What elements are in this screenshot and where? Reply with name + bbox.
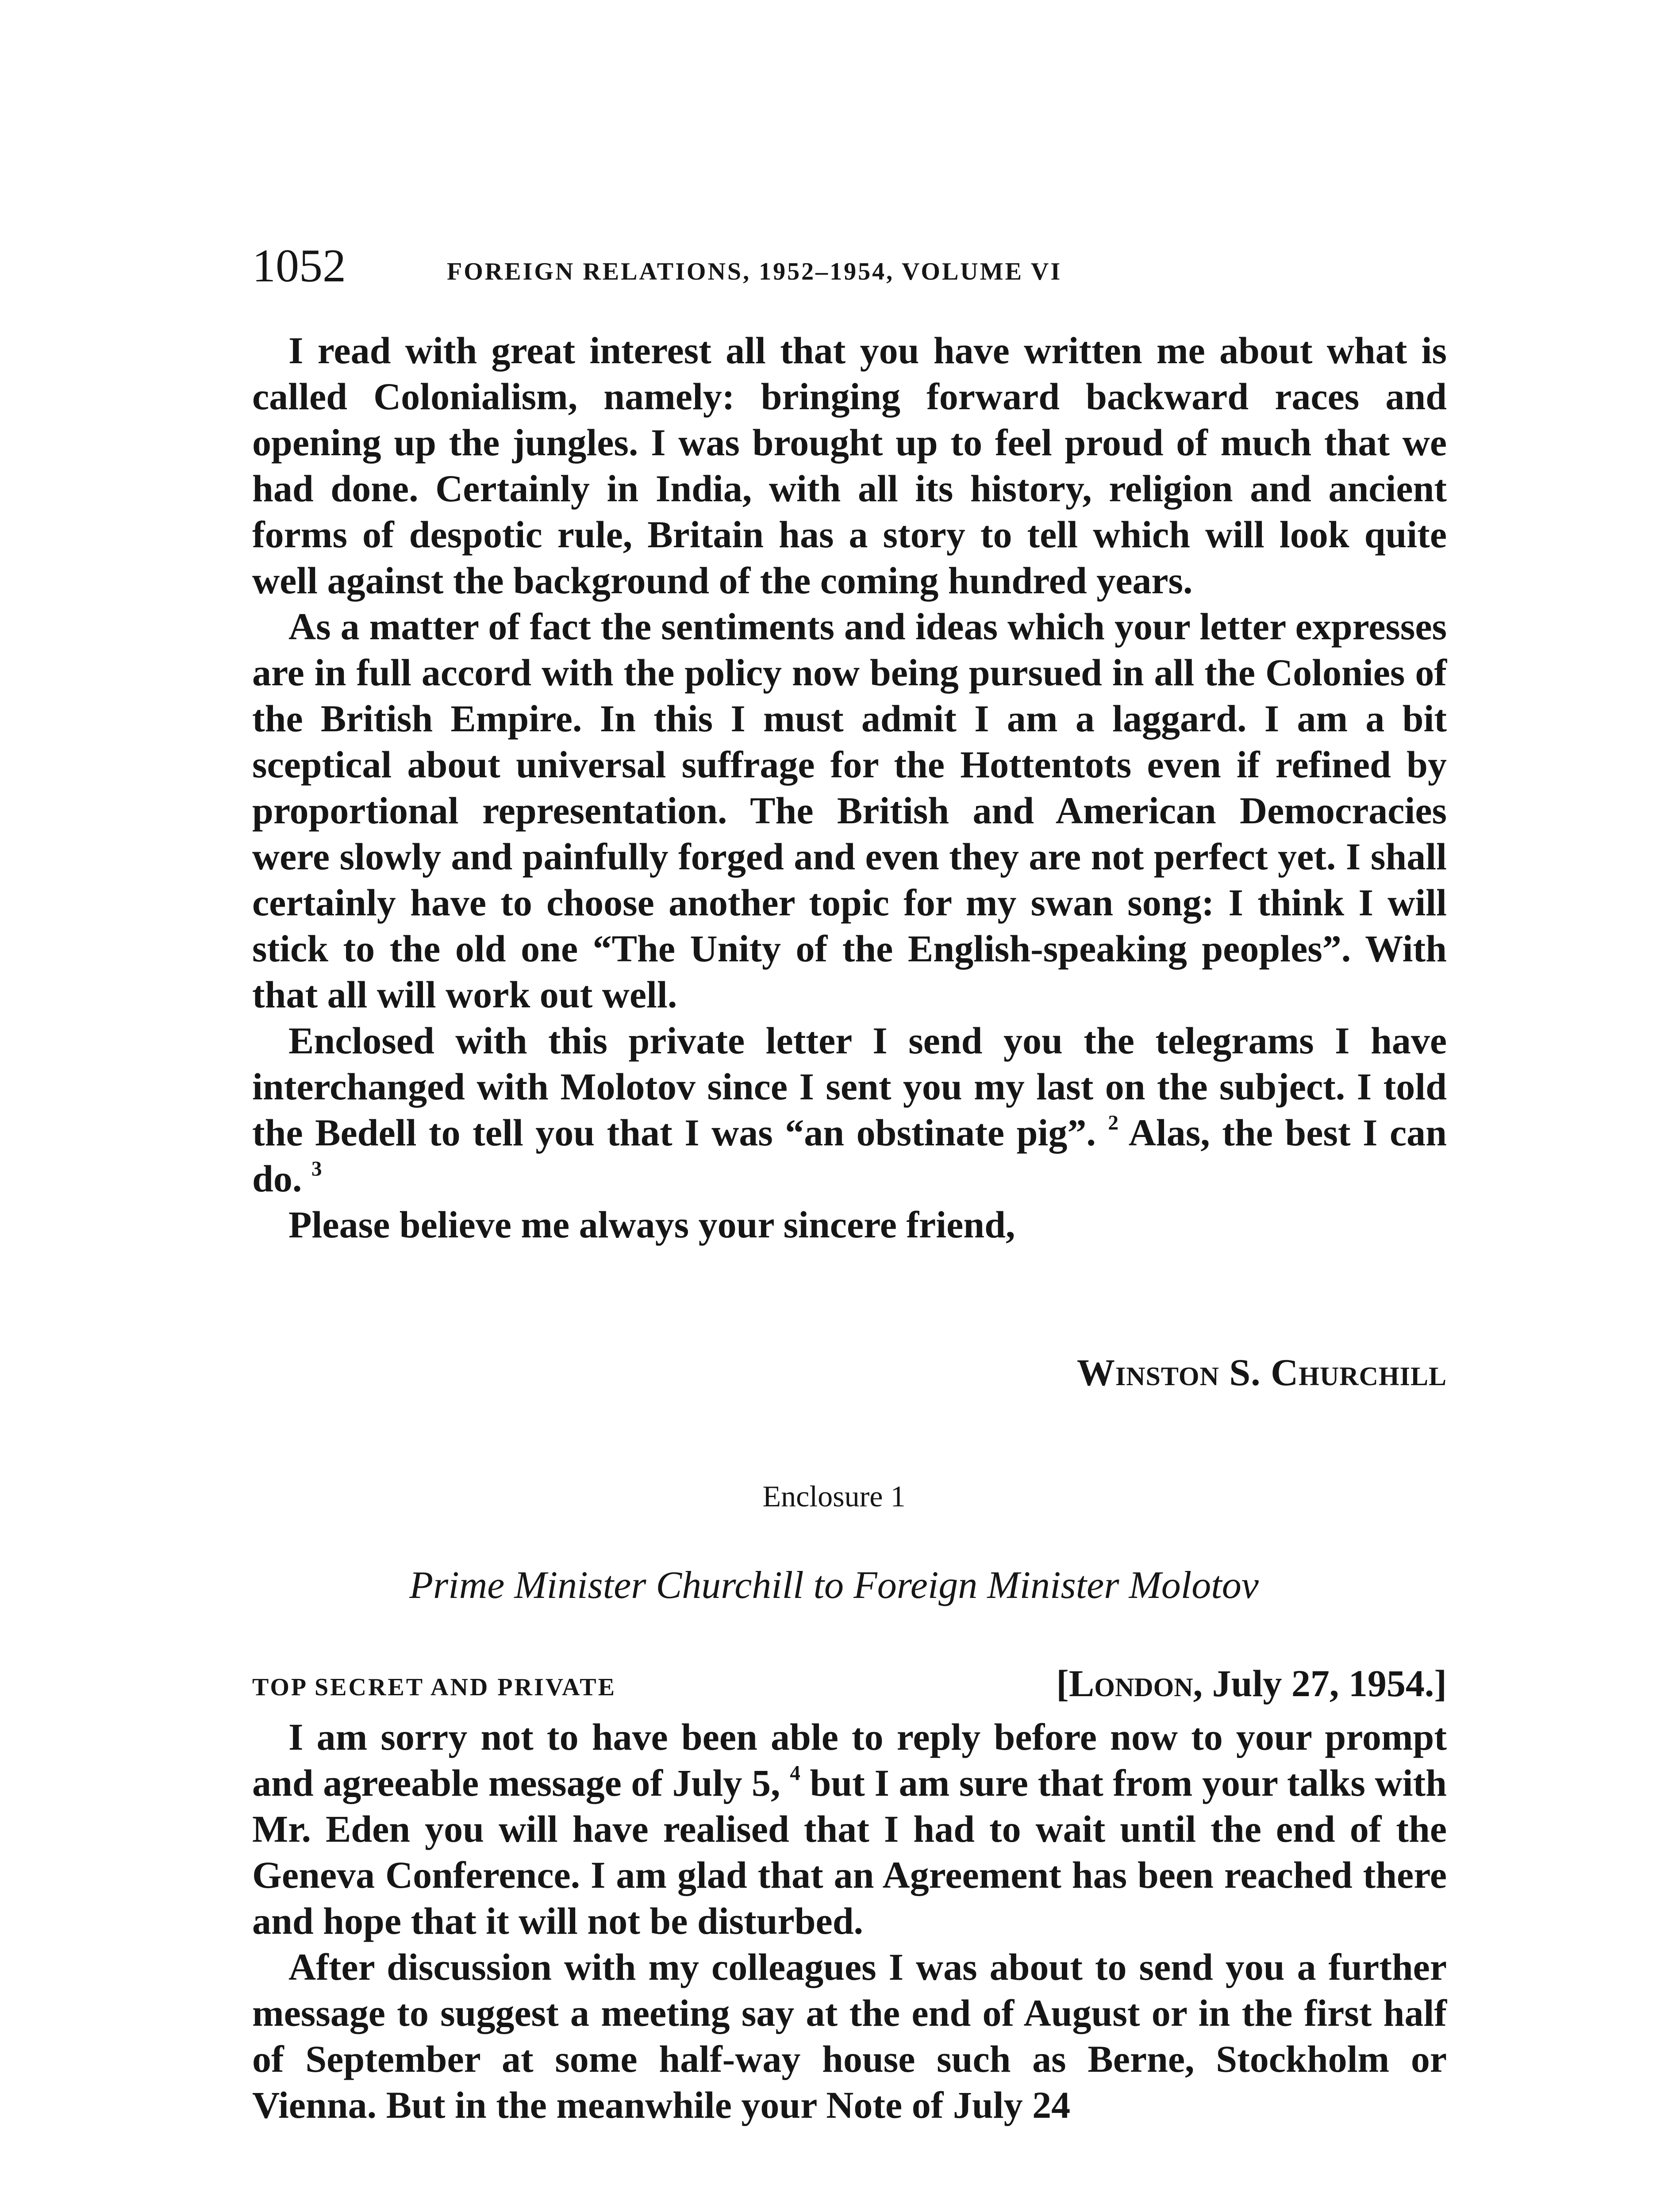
letter-paragraph-1: I read with great interest all that you have written me about what is called Colonialism, namely: bringing forward backward races and opening up the jungles. I was brought up to feel proud of much that we had done. Certainly in India, with all its history, religion and ancient forms of despotic rule, Britain has a story to tell which will look quite well against the background of the coming hundred years. bbox=[252, 329, 1447, 602]
page-header bbox=[252, 242, 1447, 296]
letter-paragraph-3 bbox=[252, 1018, 1447, 1202]
letter-paragraph-3-text-a: Enclosed with this private letter I send you the telegrams I have interchanged with Molotov since I sent you my last on the subject. I told the Bedell to tell you that I was “an obstinate pig”. bbox=[252, 1019, 1447, 1154]
footnote-ref-2: 2 bbox=[1108, 1111, 1118, 1135]
signature: Winston S. Churchill bbox=[1076, 1351, 1447, 1394]
enclosure-paragraph-1 bbox=[252, 1714, 1447, 1944]
letter-closing: Please believe me always your sincere friend, bbox=[288, 1203, 1015, 1246]
running-head: FOREIGN RELATIONS, 1952–1954, VOLUME VI bbox=[447, 258, 1062, 285]
enclosure-paragraph-1-text-b: but I am sure that from your talks with Mr. Eden you will have realised that I had to wait until the end of the Geneva Conference. I am glad that an Agreement has been reached there and hope that it will not be disturbed. bbox=[252, 1762, 1447, 1942]
dateline-place: London bbox=[1068, 1662, 1193, 1705]
footnote-ref-3: 3 bbox=[311, 1157, 322, 1181]
letter-paragraph-3-text-b: Alas, the best I can do. bbox=[252, 1111, 1447, 1200]
dateline-rest: , July 27, 1954.] bbox=[1193, 1662, 1447, 1705]
letter-paragraph-2: As a matter of fact the sentiments and ideas which your letter expresses are in full accord with the policy now being pursued in all the Colonies of the British Empire. In this I must admit I am a laggard. I am a bit sceptical about universal suffrage for the Hottentots even if refined by proportional representation. The British and American Democracies were slowly and painfully forged and even they are not perfect yet. I shall certainly have to choose another topic for my swan song: I think I will stick to the old one “The Unity of the English-speaking peoples”. With that all will work out well. bbox=[252, 605, 1447, 1016]
letter-body bbox=[252, 327, 1447, 1248]
page-number: 1052 bbox=[252, 240, 346, 292]
enclosure-body bbox=[252, 1714, 1447, 2128]
footnote-ref-4: 4 bbox=[790, 1762, 800, 1785]
enclosure-title: Prime Minister Churchill to Foreign Minister Molotov bbox=[409, 1564, 1259, 1607]
dateline bbox=[1056, 1662, 1447, 1705]
classification-marking: TOP SECRET AND PRIVATE bbox=[252, 1674, 616, 1701]
enclosure-paragraph-1-text-a: I am sorry not to have been able to reply before now to your prompt and agreeable message of July 5, bbox=[252, 1716, 1447, 1804]
enclosure-paragraph-2: After discussion with my colleagues I was about to send you a further message to suggest a meeting say at the end of August or in the first half of September at some half-way house such as Berne, Stockholm or Vienna. But in the meanwhile your Note of July 24 bbox=[252, 1946, 1447, 2126]
dateline-open: [ bbox=[1056, 1662, 1069, 1705]
enclosure-label: Enclosure 1 bbox=[762, 1479, 906, 1513]
